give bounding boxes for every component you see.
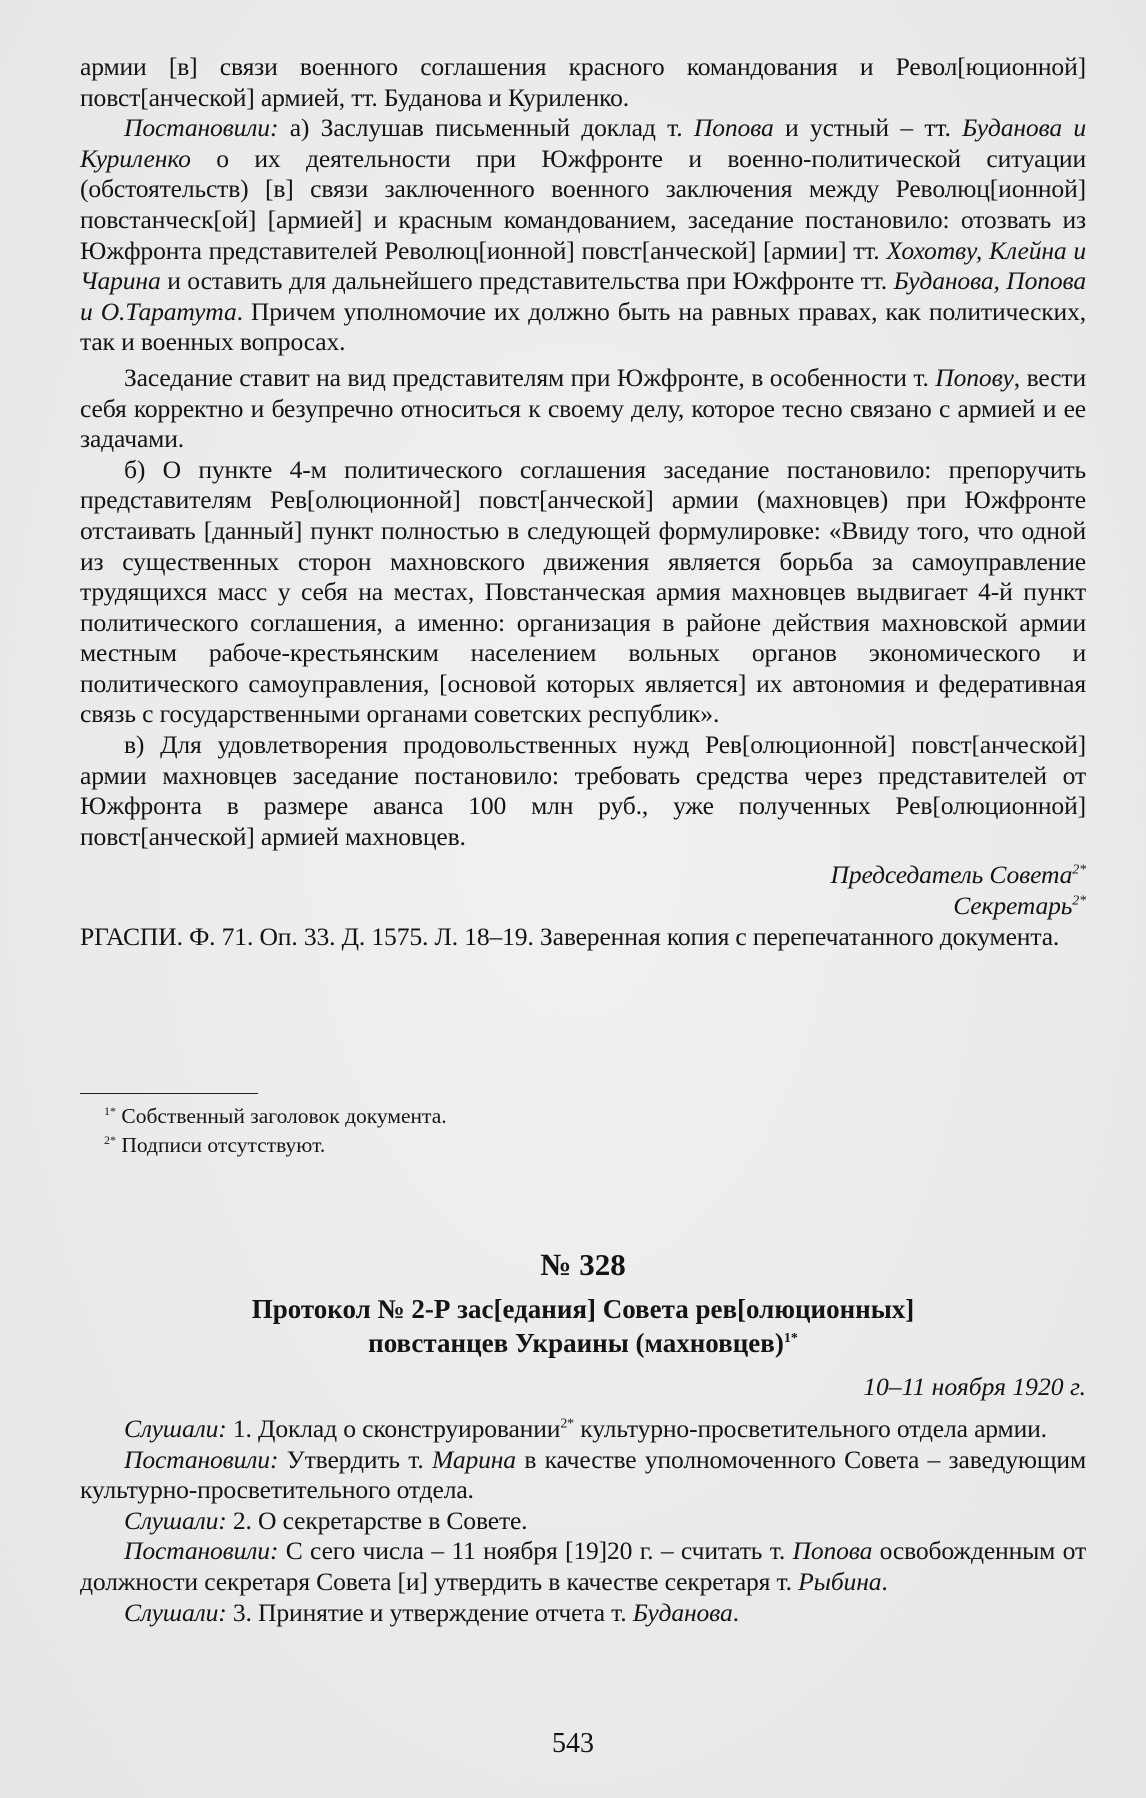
document-title: Протокол № 2-Р зас[едания] Совета рев[олюционных] повстанцев Украины (махновцев)$^{1*}$ [251,1294,915,1358]
paragraph-3: Заседание ставит на вид представителям при Южфронте, в особенности т. Попову, вести себя корректно и безупречно относиться к своему делу, которое тесно связано с армией и ее задачами. [80,362,1086,454]
footnote-divider [80,1093,258,1094]
section-2-body [80,1414,1086,1628]
paragraph-2: Постановили: а) Заслушав письменный доклад т. Попова и устный – тт. Буданова и Куриленко о их деятельности при Южфронте и военно-политической ситуации (обстоятельств) [в] связи заключенного военного заключения между Революц[ионной] повстанческ[ой] [армией] и красным командованием, заседание постановило: отозвать из Южфронта представителей Революц[ионной] повст[анческой] [армии] тт. Хохотву, Клейна и Чарина и оставить для дальнейшего представительства при Южфронте тт. Буданова, Попова и О.Таратута. Причем уполномочие их должно быть на равных правах, как политических, так и военных вопросах. [80,113,1087,357]
document-date: 10–11 ноября 1920 г. [863,1372,1086,1401]
heard-3: Слушали: 3. Принятие и утверждение отчета т. Буданова. [124,1597,739,1627]
paragraph-4: б) О пункте 4-м политического соглашения заседание постановило: препоручить представителям Рев[олюционной] повст[анческой] армии (махновцев) при Южфронте отстаивать [данный] пункт полностью в следующей формулировке: «Ввиду того, что одной из существенных сторон махновского движения является борьба за самоуправление трудящихся масс у себя на местах, Повстанческая армия махновцев выдвигает 4-й пункт политического соглашения, а именно: организация в районе действия махновской армии местным рабоче-крестьянским населением вольных органов экономического и политического самоуправления, [основой которых является] их автономия и федеративная связь с государственными органами советских республик». [80,454,1086,729]
secretary-signature: Секретарь$^{2*}$ [953,891,1086,921]
chairman-signature: Председатель Совета$^{2*}$ [830,860,1086,890]
heard-2: Слушали: 2. О секретарстве в Совете. [124,1505,528,1535]
section-1-body [80,52,1086,952]
page-number: 543 [552,1728,594,1759]
paragraph-1: армии [в] связи военного соглашения красного командования и Револ[юционной] повст[анческой] армией, тт. Буданова и Куриленко. [80,52,1086,112]
paragraph-5: в) Для удовлетворения продовольственных нужд Рев[олюционной] повст[анческой] армии махновцев заседание постановило: требовать средства через представителей от Южфронта в размере аванса 100 млн руб., уже полученных Рев[олюционной] повст[анческой] армией махновцев. [80,730,1086,851]
footnote-1: $^{1*}$ Собственный заголовок документа. [104,1103,447,1128]
footnote-2: $^{2*}$ Подписи отсутствуют. [104,1132,326,1157]
archive-reference: РГАСПИ. Ф. 71. Оп. 33. Д. 1575. Л. 18–19. Заверенная копия с перепечатанного документа. [80,921,1060,951]
document-number: № 328 [540,1247,626,1282]
heard-1: Слушали: 1. Доклад о сконструировании$^{2*}$ культурно-просветительного отдела армии. [124,1414,1047,1443]
footnotes [104,1102,447,1159]
decided-1: Постановили: Утвердить т. Марина в качестве уполномоченного Совета – заведующим культурно-просветительного отдела. [80,1444,1087,1505]
decided-2: Постановили: С сего числа – 11 ноября [19]20 г. – считать т. Попова освобожденным от должности секретаря Совета [и] утвердить в качестве секретаря т. Рыбина. [80,1536,1086,1596]
